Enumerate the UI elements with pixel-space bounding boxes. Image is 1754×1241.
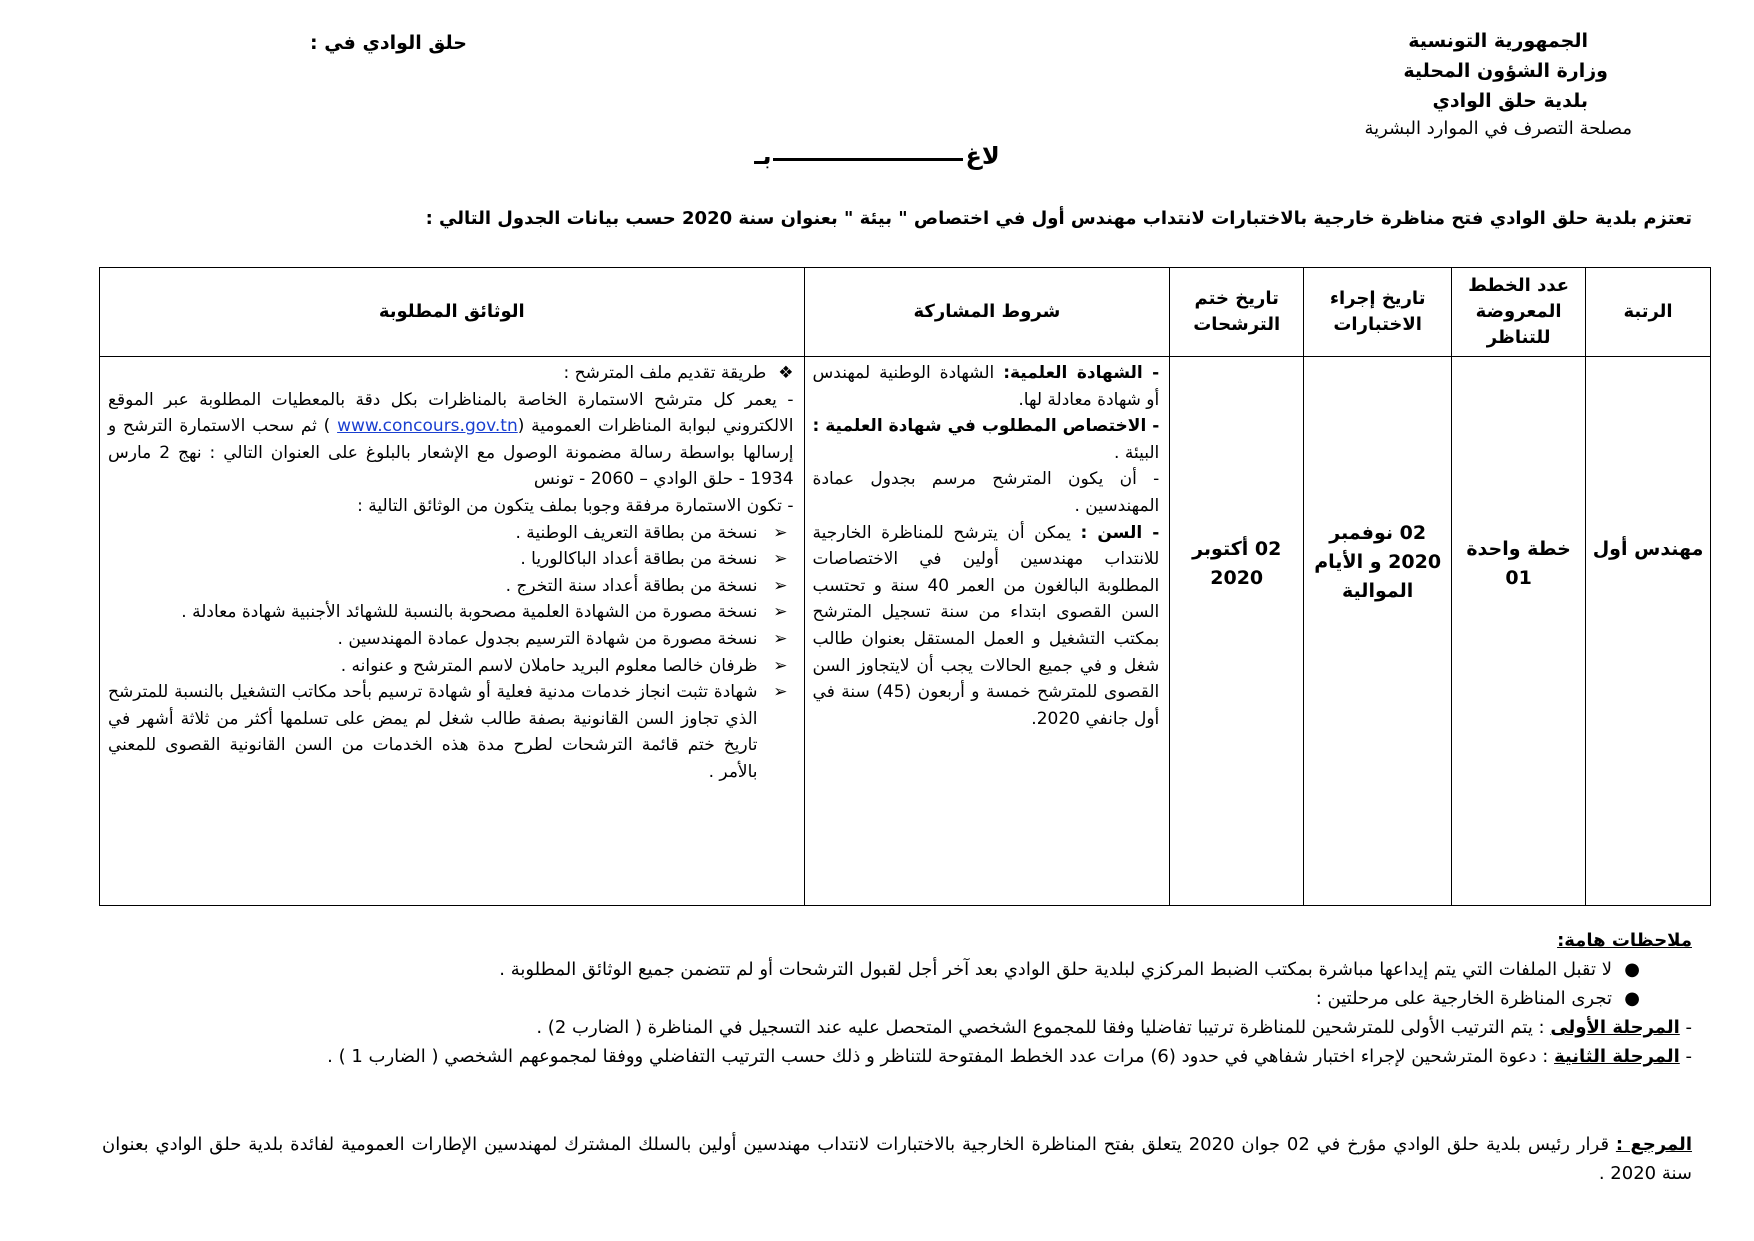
arrow-bullet-icon: ➢ (773, 628, 788, 649)
arrow-bullet-icon: ➢ (773, 682, 788, 703)
service-name: مصلحة التصرف في الموارد البشرية (1364, 118, 1632, 139)
cell-documents (100, 357, 805, 906)
cell-deadline (1170, 357, 1304, 906)
diamond-bullet-icon: ❖ (778, 363, 794, 383)
list-item (108, 679, 794, 785)
title-end: لاغ (965, 142, 1000, 170)
ministry-name: وزارة الشؤون المحلية (1403, 60, 1608, 82)
exam-date-line1: 02 نوفمبر (1329, 522, 1427, 544)
documents-text (100, 357, 804, 786)
list-item-text: نسخة من بطاقة أعداد الباكالوريا . (520, 549, 758, 570)
list-item-text: نسخة من بطاقة التعريف الوطنية . (515, 522, 758, 543)
list-item-text: نسخة من بطاقة أعداد سنة التخرج . (505, 575, 758, 596)
header-exam-date: تاريخ إجراء الاختبارات (1304, 268, 1452, 357)
specialty-label: - الاختصاص المطلوب في شهادة العلمية : (812, 416, 1160, 437)
docs-fill-a: - يعمر كل مترشح الاستمارة الخاصة بالمناظرات بكل دقة بالمعطيات المطلوبة عبر الموقع الالكتروني لبوابة المناظرات العمومية ( (108, 389, 794, 437)
docs-list (108, 520, 794, 786)
degree-text: الشهادة الوطنية لمهندس أو شهادة معادلة لها. (812, 363, 1160, 410)
arrow-bullet-icon: ➢ (773, 549, 788, 570)
phase-1 (536, 1017, 1692, 1038)
concours-link[interactable]: www.concours.gov.tn (337, 416, 518, 437)
phase-2 (327, 1046, 1692, 1067)
note-bullet-2 (1315, 988, 1640, 1009)
date-line: حلق الوادي في : (310, 32, 467, 54)
notes-title: ملاحظات هامة: (1557, 930, 1692, 951)
announcement-title (0, 142, 1754, 170)
header-positions: عدد الخطط المعروضة للتناظر (1452, 268, 1586, 357)
positions-line2: 01 (1505, 567, 1532, 589)
intro-text: تعتزم بلدية حلق الوادي فتح مناظرة خارجية بالاختبارات لانتداب مهندس أول في اختصاص " بيئة " بعنوان سنة 2020 حسب بيانات الجدول التالي : (425, 208, 1692, 229)
exam-date-line3: الموالية (1342, 580, 1414, 602)
phase-2-label: المرحلة الثانية (1554, 1046, 1680, 1067)
reference-label: المرجع : (1615, 1134, 1692, 1155)
table-header-row (100, 268, 1711, 357)
positions-line1: خطة واحدة (1466, 538, 1571, 560)
phase-1-label: المرحلة الأولى (1550, 1017, 1680, 1038)
docs-form: - تكون الاستمارة مرفقة وجوبا بملف يتكون من الوثائق التالية : (357, 495, 794, 516)
header-documents: الوثائق المطلوبة (100, 268, 805, 357)
header-conditions: شروط المشاركة (804, 268, 1170, 357)
list-item-text: ظرفان خالصا معلوم البريد حاملان لاسم المترشح و عنوانه . (340, 655, 758, 676)
municipality-name: بلدية حلق الوادي (1432, 90, 1588, 112)
list-item (108, 626, 794, 653)
title-bar (773, 158, 963, 161)
table-row (100, 357, 1711, 906)
specialty-text: البيئة . (1114, 442, 1160, 463)
rank-value: مهندس أول (1592, 538, 1704, 560)
list-item (108, 599, 794, 626)
age-text: يمكن أن يترشح للمناظرة الخارجية للانتداب مهندسين أولين في الاختصاصات المطلوبة البالغون من العمر 40 سنة و تحتسب السن القصوى ابتداء من سنة تسجيل المترشح بمكتب التشغيل و العمل المستقل بعنوان طالب شغل و في جميع الحالات يجب أن لايتجاوز السن القصوى للمترشح خمسة و أربعون (45) سنة في أول جانفي 2020. (812, 522, 1160, 729)
dash: - (1679, 1046, 1692, 1067)
phase-1-text: : يتم الترتيب الأولى للمترشحين للمناظرة ترتيبا تفاضليا وفقا للمجموع الشخصي المتحصل عليه عند التسجيل في المناظرة ( الضارب 2) . (536, 1017, 1551, 1038)
competition-table (99, 267, 1711, 906)
dash: - (1679, 1017, 1692, 1038)
header-deadline: تاريخ ختم الترشحات (1170, 268, 1304, 357)
docs-method-text: طريقة تقديم ملف المترشح : (563, 363, 767, 383)
degree-label: - الشهادة العلمية: (1003, 363, 1160, 383)
arrow-bullet-icon: ➢ (773, 522, 788, 543)
arrow-bullet-icon: ➢ (773, 655, 788, 676)
condition-specialty (813, 413, 1160, 466)
docs-fill (108, 387, 794, 493)
reference (102, 1130, 1692, 1188)
cell-positions (1452, 357, 1586, 906)
condition-age (813, 520, 1160, 733)
exam-date-line2: 2020 و الأيام (1314, 551, 1442, 573)
cell-conditions (804, 357, 1170, 906)
cell-rank (1586, 357, 1711, 906)
title-start: بـ (754, 142, 772, 170)
note-bullet-1 (499, 959, 1640, 980)
conditions-text (805, 357, 1170, 732)
condition-registered: - أن يكون المترشح مرسم بجدول عمادة المهندسين . (812, 469, 1160, 516)
deadline-line2: 2020 (1210, 567, 1264, 589)
note-2-text: تجرى المناظرة الخارجية على مرحلتين : (1315, 988, 1612, 1009)
age-label: - السن : (1080, 522, 1160, 543)
list-item-text: شهادة تثبت انجاز خدمات مدنية فعلية أو شهادة ترسيم بأحد مكاتب التشغيل بالنسبة للمترشح الذي تجاوز السن القانونية بصفة طالب شغل لم يمض على تسلمها أكثر من ثلاثة أشهر في تاريخ ختم قائمة الترشحات لطرح مدة هذه الخدمات من السن القانونية القصوى للمعني بالأمر . (108, 682, 758, 782)
note-1-text: لا تقبل الملفات التي يتم إيداعها مباشرة بمكتب الضبط المركزي لبلدية حلق الوادي بعد آخر أجل لقبول الترشحات أو لم تتضمن جميع الوثائق المطلوبة . (499, 959, 1612, 980)
list-item (108, 653, 794, 680)
arrow-bullet-icon: ➢ (773, 602, 788, 623)
arrow-bullet-icon: ➢ (773, 575, 788, 596)
list-item (108, 520, 794, 547)
reference-text: قرار رئيس بلدية حلق الوادي مؤرخ في 02 جوان 2020 يتعلق بفتح المناظرة الخارجية بالاختبارات لانتداب مهندسين أولين بالسلك المشترك لمهندسين الإطارات العمومية لفائدة بلدية حلق الوادي بعنوان سنة 2020 . (102, 1134, 1692, 1184)
dot-bullet-icon: ● (1624, 988, 1640, 1009)
phase-2-text: : دعوة المترشحين لإجراء اختبار شفاهي في حدود (6) مرات عدد الخطط المفتوحة للتناظر و ذلك حسب الترتيب التفاضلي ووفقا لمجموعهم الشخصي ( الضارب 1 ) . (327, 1046, 1555, 1067)
deadline-line1: 02 أكتوبر (1192, 538, 1282, 560)
docs-fill-b: ) ثم سحب الاستمارة الترشح و إرسالها بواسطة رسالة مضمونة الوصول مع الإشعار بالبلوغ على العنوان التالي : نهج 2 مارس 1934 - حلق الوادي – 2060 - تونس (108, 416, 794, 490)
header-rank: الرتبة (1586, 268, 1711, 357)
cell-exam-date (1304, 357, 1452, 906)
list-item-text: نسخة مصورة من شهادة الترسيم بجدول عمادة المهندسين . (337, 628, 758, 649)
list-item (108, 573, 794, 600)
list-item (108, 546, 794, 573)
dot-bullet-icon: ● (1624, 959, 1640, 980)
republic-name: الجمهورية التونسية (1408, 30, 1588, 52)
list-item-text: نسخة مصورة من الشهادة العلمية مصحوبة بالنسبة للشهائد الأجنبية شهادة معادلة . (181, 602, 758, 623)
docs-method (108, 360, 794, 387)
condition-degree (813, 360, 1160, 413)
